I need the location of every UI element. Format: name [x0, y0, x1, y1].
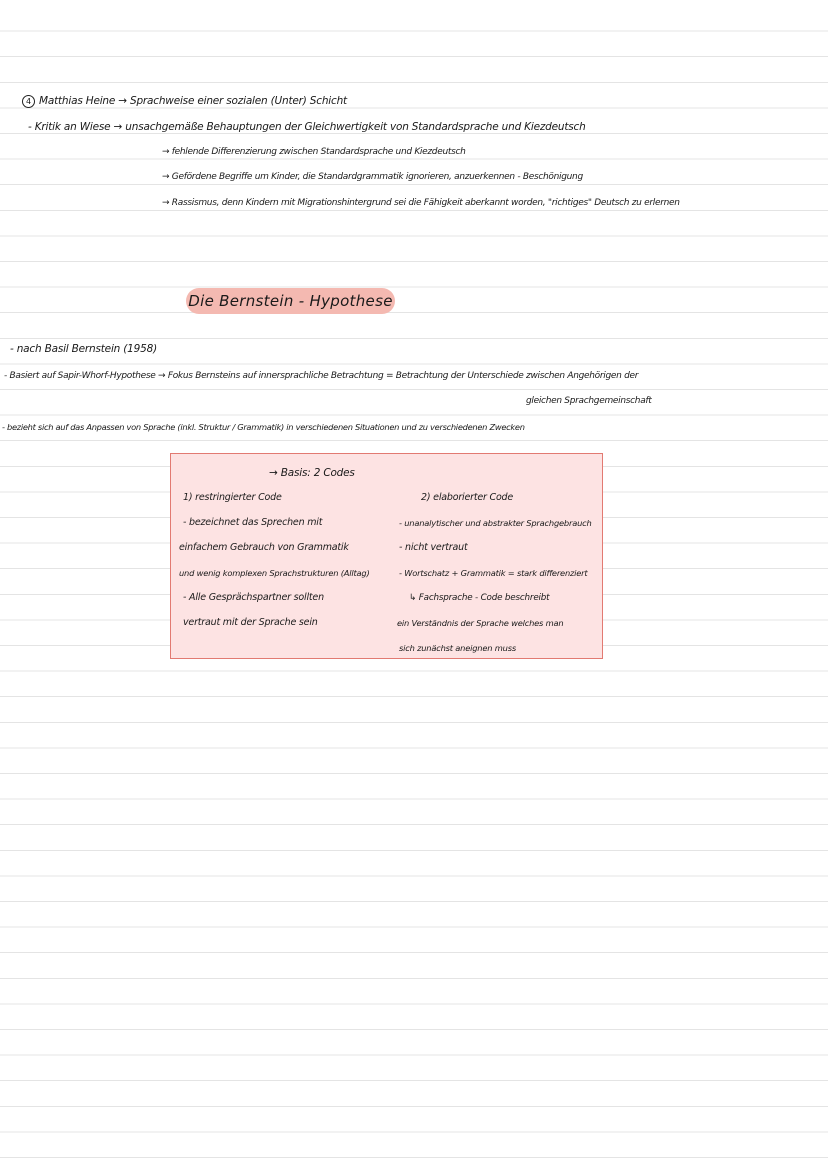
bernstein-line-3: - bezieht sich auf das Anpassen von Sprache (inkl. Struktur / Grammatik) in verschiedenen Situationen und zu verschiedenen Zwecken [2, 422, 525, 432]
elaborated-code-line: - unanalytischer und abstrakter Sprachgebrauch [399, 518, 592, 528]
elaborated-code-line: ↳ Fachsprache - Code beschreibt [409, 593, 550, 603]
restricted-code-line: einfachem Gebrauch von Grammatik [179, 542, 349, 553]
codes-box [170, 453, 603, 659]
elaborated-code-line: - nicht vertraut [399, 542, 468, 553]
restricted-code-line: - Alle Gesprächspartner sollten [183, 592, 324, 603]
section-4-line-1-text: Matthias Heine → Sprachweise einer sozialen (Unter) Schicht [39, 95, 347, 107]
section-4-line-1 [22, 94, 347, 108]
bernstein-line-2-continued: gleichen Sprachgemeinschaft [526, 396, 652, 406]
section-4-line-3: → fehlende Differenzierung zwischen Standardsprache und Kiezdeutsch [162, 147, 466, 157]
elaborated-code-line: - Wortschatz + Grammatik = stark differenziert [399, 568, 588, 578]
bernstein-line-2: - Basiert auf Sapir-Whorf-Hypothese → Fokus Bernsteins auf innersprachliche Betrachtung = Betrachtung der Unterschiede zwischen Angehörigen der [4, 371, 639, 381]
elaborated-code-line: sich zunächst aneignen muss [399, 643, 516, 653]
page-title: Die Bernstein - Hypothese [188, 292, 393, 310]
restricted-code-line: - bezeichnet das Sprechen mit [183, 517, 323, 528]
section-4-line-2: - Kritik an Wiese → unsachgemäße Behauptungen der Gleichwertigkeit von Standardsprache und Kiezdeutsch [28, 121, 586, 133]
codes-box-header: → Basis: 2 Codes [269, 467, 355, 479]
section-4-line-5: → Rassismus, denn Kindern mit Migrationshintergrund sei die Fähigkeit aberkannt worden, "richtiges" Deutsch zu erlernen [162, 198, 680, 208]
item-number-badge: 4 [22, 95, 35, 108]
bernstein-line-1: - nach Basil Bernstein (1958) [10, 343, 157, 355]
restricted-code-line: und wenig komplexen Sprachstrukturen (Alltag) [179, 568, 370, 578]
restricted-code-title: 1) restringierter Code [183, 492, 282, 503]
elaborated-code-line: ein Verständnis der Sprache welches man [397, 618, 564, 628]
restricted-code-line: vertraut mit der Sprache sein [183, 617, 318, 628]
section-4-line-4: → Gefördene Begriffe um Kinder, die Standardgrammatik ignorieren, anzuerkennen - Beschönigung [162, 172, 583, 182]
elaborated-code-title: 2) elaborierter Code [421, 492, 514, 503]
heading-highlight [186, 288, 395, 314]
